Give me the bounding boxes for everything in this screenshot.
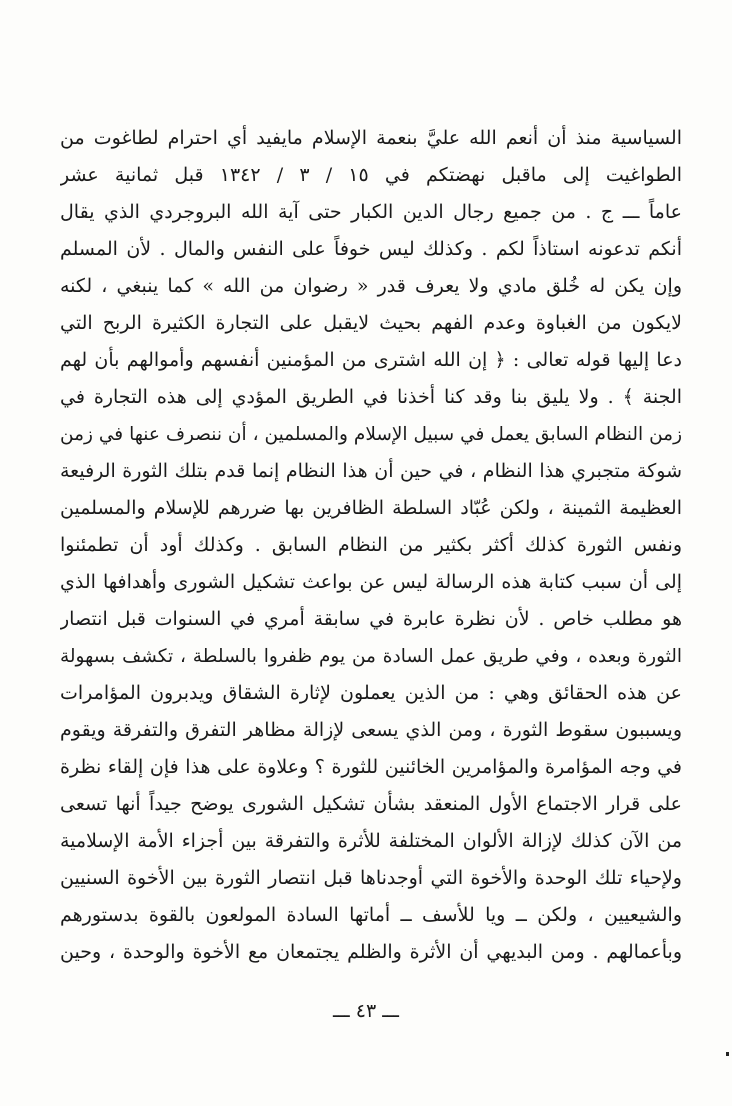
text-line: وإن يكن له خُلق مادي ولا يعرف قدر « رضوان من الله » كما ينبغي ، لكنه [60, 275, 682, 297]
text-line: والشيعيين ، ولكن ــ ويا للأسف ــ أماتها السادة المولعون بالقوة بدستورهم [60, 904, 682, 926]
text-line: إلى أن سبب كتابة هذه الرسالة ليس عن بواعث تشكيل الشورى وأهدافها الذي [60, 571, 682, 593]
page-number: ـــ ٤٣ ـــ [333, 1000, 399, 1022]
scan-speck [726, 1052, 729, 1056]
text-line: العظيمة الثمينة ، ولكن عُبّاد السلطة الظافرين بها ضررهم للإسلام والمسلمين [60, 497, 682, 519]
text-line: ولإحياء تلك الوحدة والأخوة التي أوجدناها قبل انتصار الثورة بين الأخوة السنيين [60, 867, 682, 889]
text-line: الطواغيت إلى ماقبل نهضتكم في ١٥ / ٣ / ١٣٤٢ قبل ثمانية عشر [60, 164, 682, 186]
text-line: لايكون من الغباوة وعدم الفهم بحيث لايقبل على التجارة الكثيرة الربح التي [60, 312, 682, 334]
text-line: وبأعمالهم . ومن البديهي أن الأثرة والظلم يجتمعان مع الأخوة والوحدة ، وحين [60, 941, 682, 963]
text-line: ونفس الثورة كذلك أكثر بكثير من النظام السابق . وكذلك أود أن تطمئنوا [60, 534, 682, 556]
text-line: زمن النظام السابق يعمل في سبيل الإسلام والمسلمين ، أن ننصرف عنها في زمن [60, 424, 682, 445]
text-line: أنكم تدعونه استاذاً لكم . وكذلك ليس خوفاً على النفس والمال . لأن المسلم [60, 238, 682, 260]
text-line: الجنة ﴾ . ولا يليق بنا وقد كنا أخذنا في الطريق المؤدي إلى هذه التجارة في [60, 386, 682, 408]
text-line: السياسية منذ أن أنعم الله عليَّ بنعمة الإسلام مايفيد أي احترام لطاغوت من [60, 127, 682, 149]
text-line: من الآن كذلك لإزالة الألوان المختلفة للأثرة والتفرقة بين أجزاء الأمة الإسلامية [60, 830, 682, 852]
text-line: هو مطلب خاص . لأن نظرة عابرة في سابقة أمري في السنوات قبل انتصار [60, 608, 682, 630]
text-line: على قرار الاجتماع الأول المنعقد بشأن تشكيل الشورى يوضح جيداً أنها تسعى [60, 793, 682, 815]
text-line: دعا إليها قوله تعالى : ﴿ إن الله اشترى من المؤمنين أنفسهم وأموالهم بأن لهم [60, 349, 682, 371]
text-line: عن هذه الحقائق وهي : من الذين يعملون لإثارة الشقاق ويدبرون المؤامرات [60, 682, 682, 704]
text-line: شوكة متجبري هذا النظام ، في حين أن هذا النظام إنما قدم بتلك الثورة الرفيعة [60, 460, 682, 482]
text-line: عاماً ـــ ج . من جميع رجال الدين الكبار حتى آية الله البروجردي الذي يقال [60, 201, 682, 223]
text-line: ويسببون سقوط الثورة ، ومن الذي يسعى لإزالة مظاهر التفرق والتفرقة ويقوم [60, 719, 682, 741]
text-line: الثورة وبعده ، وفي طريق عمل السادة من يوم ظفروا بالسلطة ، تكشف بسهولة [60, 646, 682, 667]
text-line: في وجه المؤامرة والمؤامرين الخائنين للثورة ؟ وعلاوة على هذا فإن إلقاء نظرة [60, 756, 682, 778]
body-text [60, 120, 682, 971]
